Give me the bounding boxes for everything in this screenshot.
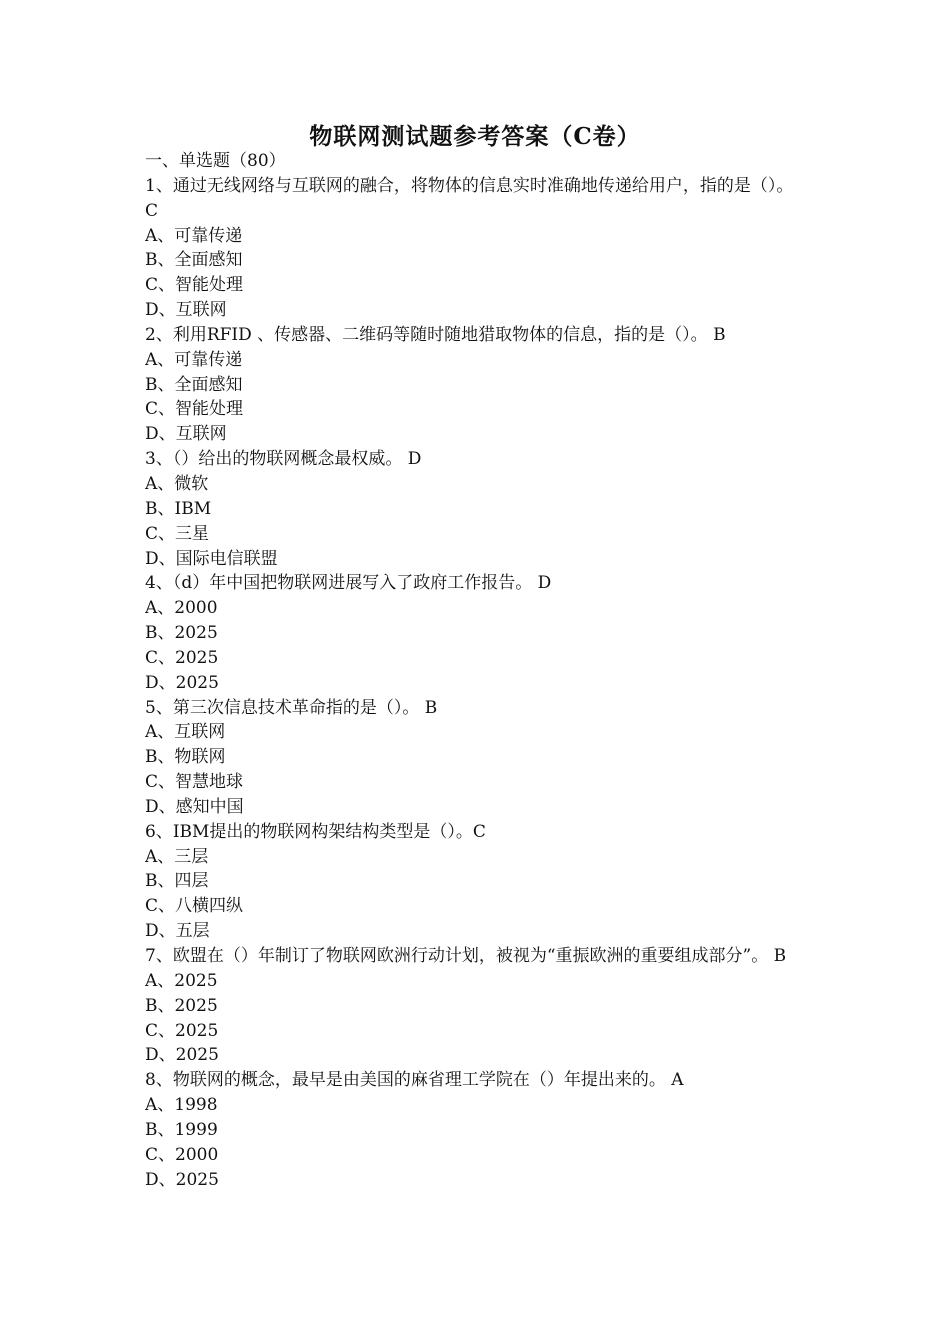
question-5: 5、第三次信息技术革命指的是（）。 B: [145, 697, 438, 718]
question-6: 6、IBM提出的物联网构架结构类型是（）。C: [145, 821, 486, 842]
option-line: D、互联网: [145, 300, 227, 321]
option-line: A、三层: [145, 846, 209, 867]
question-3: 3、（）给出的物联网概念最权威。 D: [145, 449, 422, 470]
option-line: D、国际电信联盟: [145, 548, 278, 569]
option-line: C、智能处理: [145, 399, 244, 420]
option-line: A、可靠传递: [145, 349, 243, 370]
option-line: D、五层: [145, 921, 210, 942]
option-line: B、四层: [145, 871, 209, 892]
option-line: D、2025: [145, 1169, 219, 1190]
option-line: C、智能处理: [145, 275, 244, 296]
document-title: 物联网测试题参考答案（C卷）: [309, 123, 641, 150]
option-line: B、IBM: [145, 498, 212, 519]
option-line: C、三星: [145, 523, 210, 544]
option-line: B、全面感知: [145, 250, 243, 271]
option-line: C、2025: [145, 647, 219, 668]
option-line: A、2025: [145, 970, 218, 991]
option-line: D、2025: [145, 672, 219, 693]
question-2: 2、利用RFID 、传感器、二维码等随时随地猎取物体的信息，指的是（）。 B: [145, 324, 726, 345]
option-line: C、智慧地球: [145, 772, 244, 793]
option-line: B、1999: [145, 1119, 218, 1140]
option-line: B、物联网: [145, 747, 226, 768]
option-line: A、可靠传递: [145, 225, 243, 246]
question-8: 8、物联网的概念，最早是由美国的麻省理工学院在（）年提出来的。 A: [145, 1070, 684, 1091]
question-4: 4、（d）年中国把物联网进展写入了政府工作报告。 D: [145, 573, 552, 594]
question-7: 7、欧盟在（）年制订了物联网欧洲行动计划，被视为“重振欧洲的重要组成部分”。 B: [145, 946, 787, 966]
document-body: [145, 149, 810, 1192]
option-line: C、2025: [145, 1020, 219, 1041]
option-line: D、2025: [145, 1045, 219, 1066]
option-line: B、2025: [145, 995, 218, 1016]
option-line: A、互联网: [145, 722, 226, 743]
section-heading: 一、单选题（80）: [145, 151, 286, 171]
option-line: A、2000: [145, 598, 218, 619]
option-line: D、互联网: [145, 424, 227, 445]
option-line: D、感知中国: [145, 796, 244, 817]
option-line: C、八横四纵: [145, 896, 244, 917]
option-line: B、全面感知: [145, 374, 243, 395]
option-line: A、微软: [145, 473, 209, 494]
option-line: C、2000: [145, 1144, 219, 1165]
question-1: 1、通过无线网络与互联网的融合，将物体的信息实时准确地传递给用户，指的是（）。 C: [145, 175, 794, 221]
option-line: B、2025: [145, 623, 218, 644]
option-line: A、1998: [145, 1095, 218, 1116]
